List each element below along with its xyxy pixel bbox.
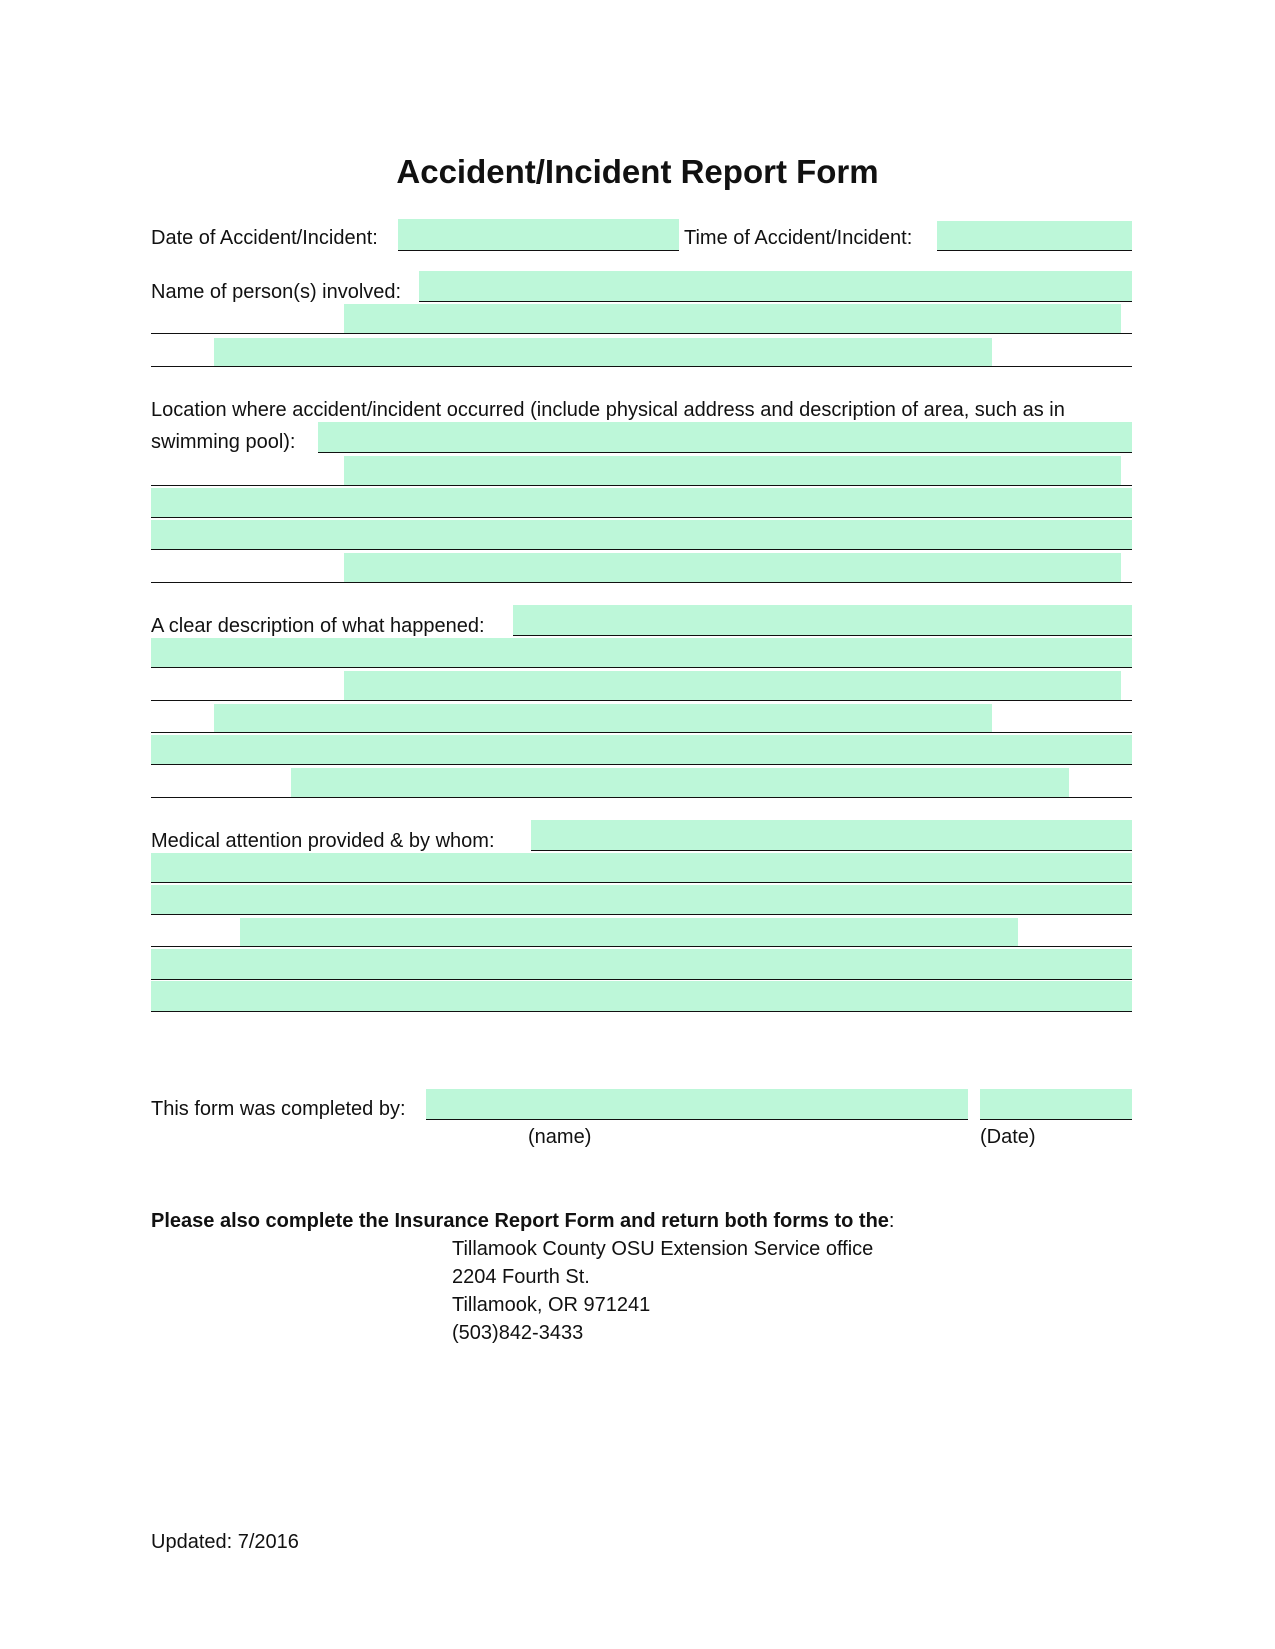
location-input-2[interactable] [344, 456, 1121, 485]
office-name: Tillamook County OSU Extension Service office [452, 1238, 874, 1260]
description-input-2[interactable] [151, 638, 1132, 667]
completed-date-input[interactable] [980, 1089, 1132, 1119]
medical-input-4[interactable] [240, 918, 1018, 946]
completed-by-name-underline [426, 1119, 968, 1120]
description-underline-4 [151, 732, 1132, 733]
updated-date: Updated: 7/2016 [151, 1531, 299, 1553]
date-caption: (Date) [980, 1126, 1036, 1148]
completed-by-label: This form was completed by: [151, 1098, 406, 1120]
location-input-1[interactable] [318, 422, 1132, 452]
medical-input-5[interactable] [151, 949, 1132, 979]
time-underline [937, 250, 1132, 251]
name-caption: (name) [528, 1126, 592, 1148]
medical-underline-2 [151, 882, 1132, 883]
return-instructions-colon: : [888, 1210, 895, 1232]
medical-input-6[interactable] [151, 981, 1132, 1011]
office-street: 2204 Fourth St. [452, 1266, 590, 1288]
medical-underline-5 [151, 979, 1132, 980]
time-label: Time of Accident/Incident: [684, 227, 913, 249]
medical-input-2[interactable] [151, 853, 1132, 882]
medical-underline-4 [151, 946, 1132, 947]
completed-by-name-input[interactable] [426, 1089, 968, 1119]
medical-label: Medical attention provided & by whom: [151, 830, 495, 852]
date-label: Date of Accident/Incident: [151, 227, 378, 249]
description-underline-5 [151, 764, 1132, 765]
medical-underline-1 [531, 850, 1132, 851]
names-underline-1 [419, 301, 1132, 302]
medical-input-3[interactable] [151, 885, 1132, 914]
names-input-3[interactable] [214, 338, 992, 366]
medical-underline-6 [151, 1011, 1132, 1012]
description-label: A clear description of what happened: [151, 615, 485, 637]
names-underline-2 [151, 333, 1132, 334]
form-title: Accident/Incident Report Form [396, 153, 879, 190]
location-label-line2: swimming pool): [151, 431, 296, 453]
names-input-1[interactable] [419, 271, 1132, 301]
location-input-4[interactable] [151, 520, 1132, 549]
description-input-3[interactable] [344, 671, 1121, 700]
description-underline-3 [151, 700, 1132, 701]
description-input-1[interactable] [513, 605, 1132, 635]
time-input[interactable] [937, 221, 1132, 250]
location-underline-3 [151, 517, 1132, 518]
return-instructions [151, 1209, 894, 1233]
completed-date-underline [980, 1119, 1132, 1120]
description-input-4[interactable] [214, 704, 992, 732]
location-underline-1 [318, 452, 1132, 453]
description-input-5[interactable] [151, 735, 1132, 764]
return-instructions-text: Please also complete the Insurance Report Form and return both forms to the [151, 1210, 889, 1232]
description-underline-6 [151, 797, 1132, 798]
description-input-6[interactable] [291, 768, 1069, 797]
location-input-3[interactable] [151, 488, 1132, 517]
names-underline-3 [151, 366, 1132, 367]
location-input-5[interactable] [344, 553, 1121, 582]
date-underline [398, 250, 679, 251]
description-underline-2 [151, 667, 1132, 668]
location-underline-5 [151, 582, 1132, 583]
date-input[interactable] [398, 219, 679, 250]
names-input-2[interactable] [344, 304, 1121, 333]
medical-input-1[interactable] [531, 820, 1132, 850]
medical-underline-3 [151, 914, 1132, 915]
names-label: Name of person(s) involved: [151, 281, 402, 303]
description-underline-1 [513, 635, 1132, 636]
location-underline-4 [151, 549, 1132, 550]
office-phone: (503)842-3433 [452, 1322, 584, 1344]
office-city: Tillamook, OR 971241 [452, 1294, 651, 1316]
location-underline-2 [151, 485, 1132, 486]
location-label-line1: Location where accident/incident occurred (include physical address and description of area, such as in [151, 399, 1065, 421]
